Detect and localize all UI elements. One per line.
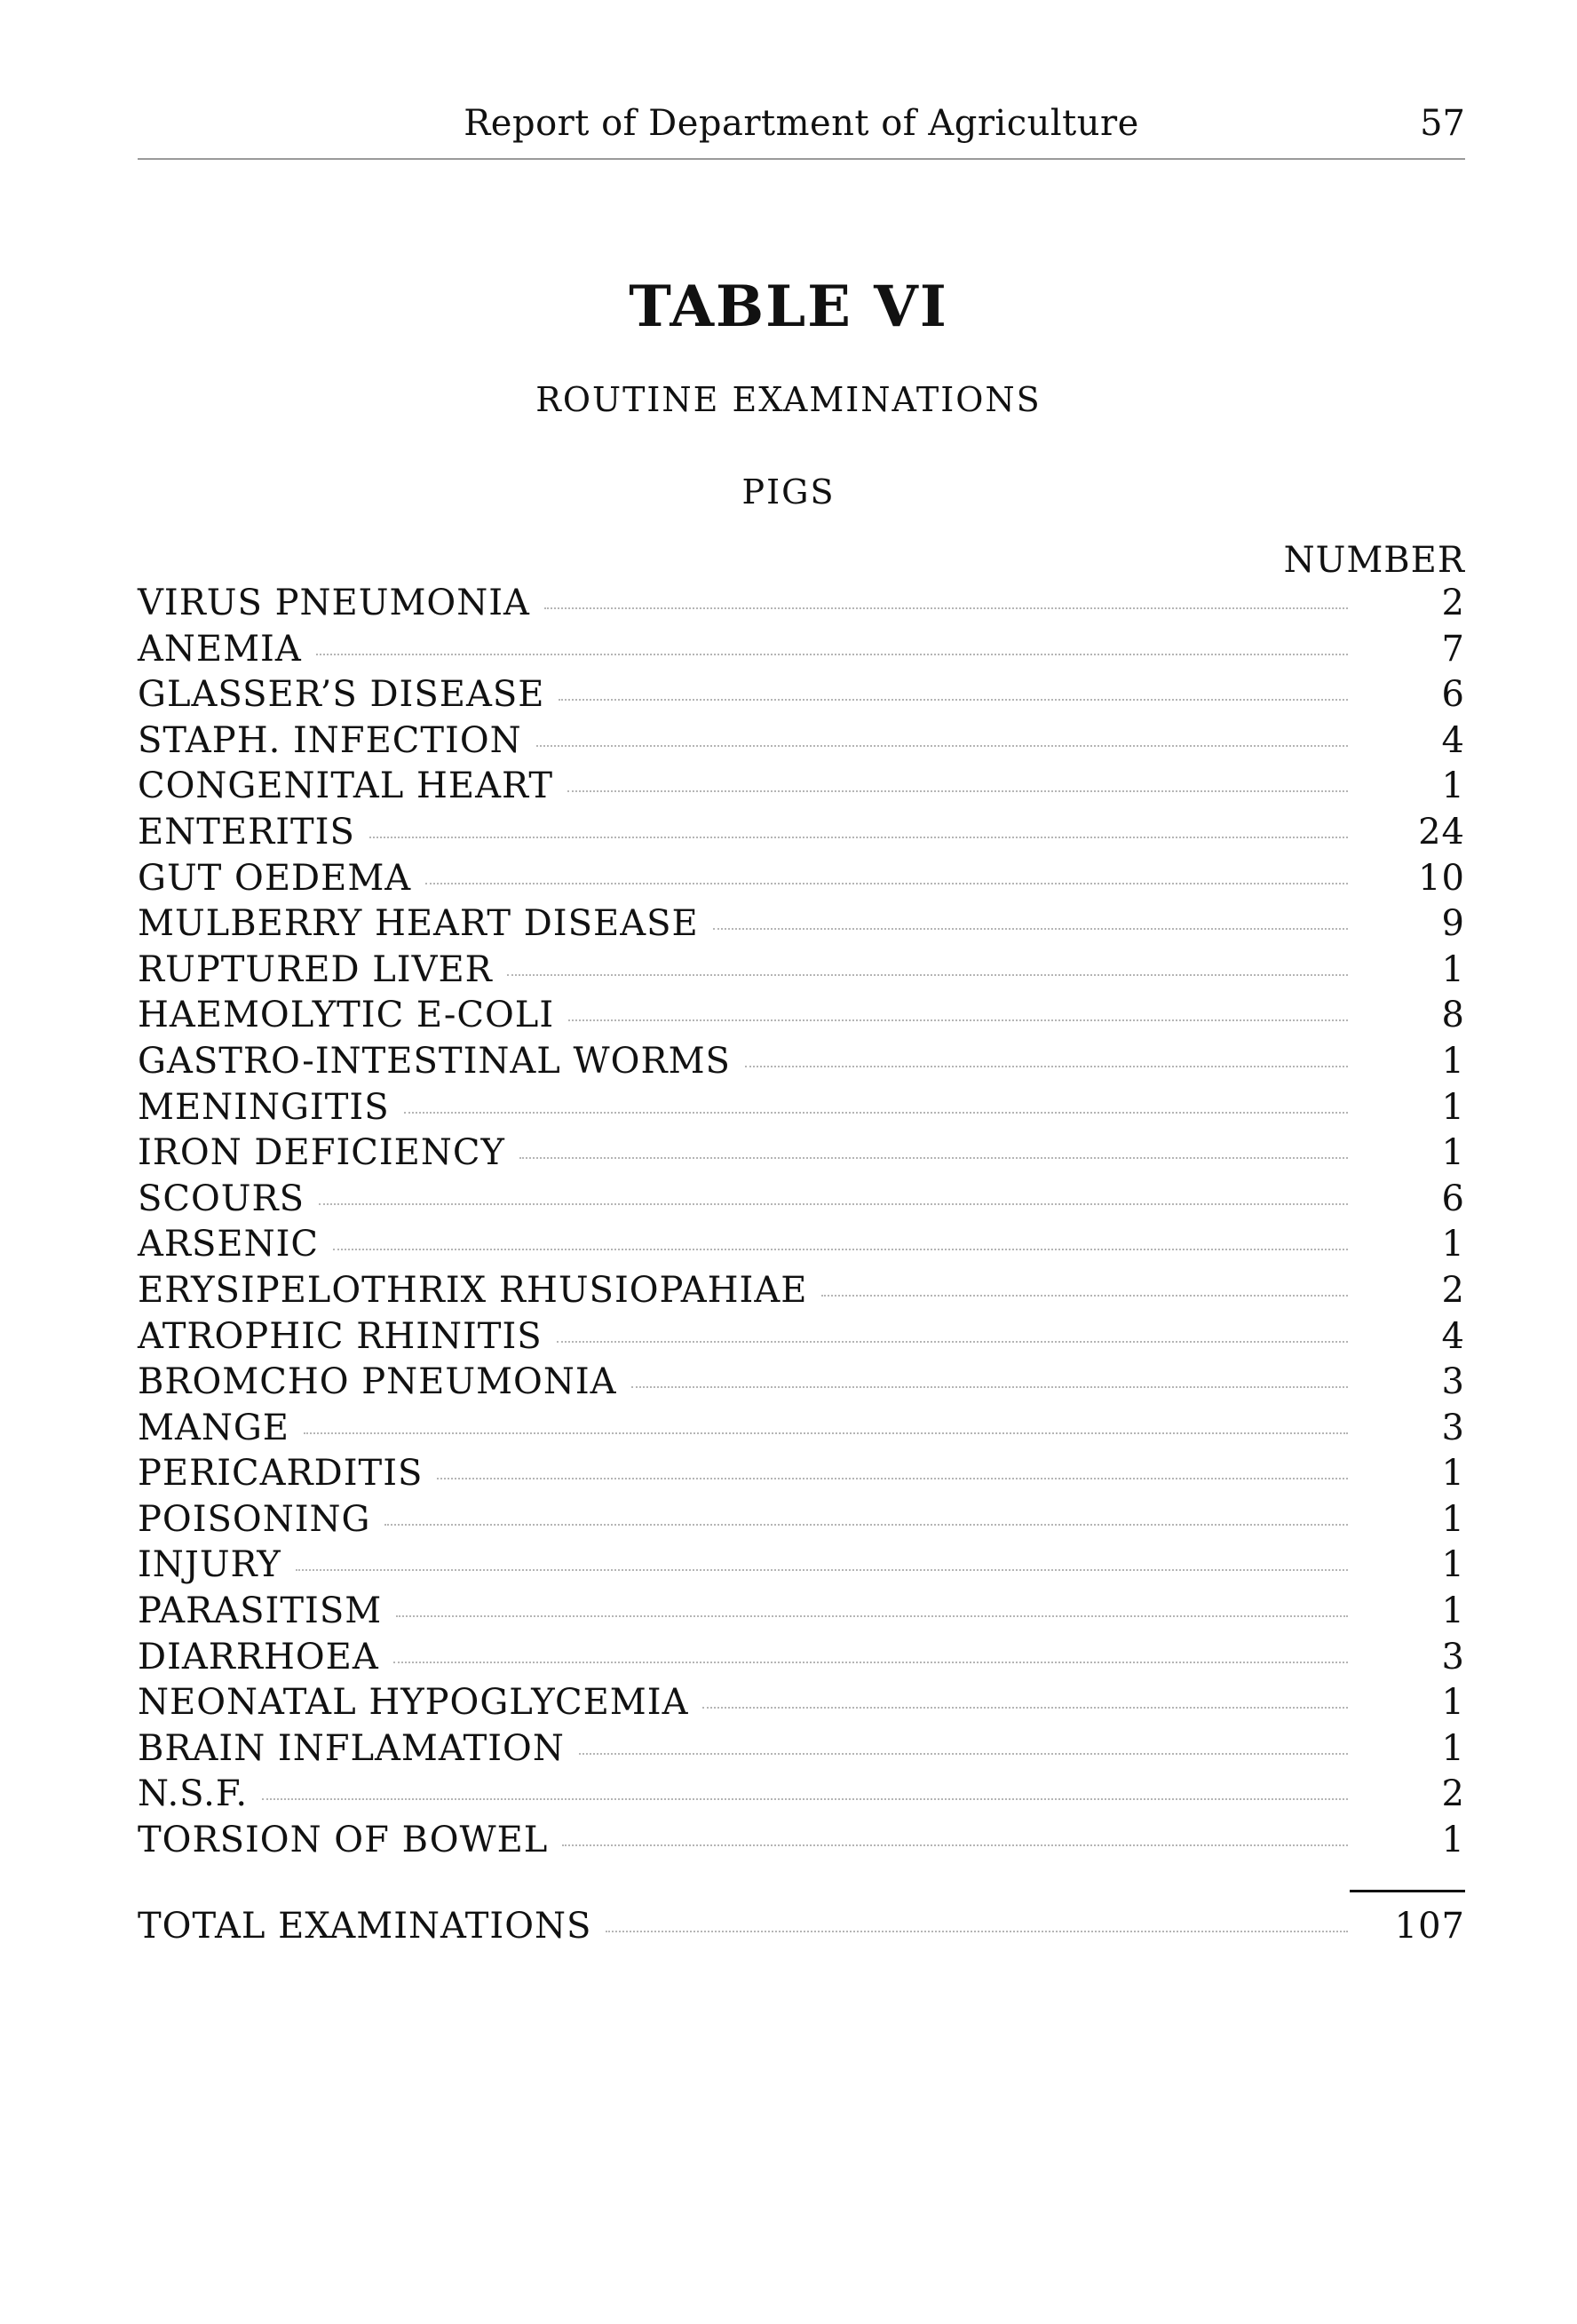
row-label: ARSENIC bbox=[138, 1224, 320, 1265]
row-label: MANGE bbox=[138, 1407, 289, 1448]
dot-leader bbox=[568, 1019, 1348, 1021]
table-row bbox=[138, 949, 1465, 995]
row-value: 2 bbox=[1441, 1773, 1465, 1815]
table-row bbox=[138, 1132, 1465, 1178]
dot-leader bbox=[384, 1524, 1348, 1526]
page-number: 57 bbox=[1420, 103, 1465, 144]
row-label: STAPH. INFECTION bbox=[138, 719, 522, 761]
row-value: 24 bbox=[1418, 811, 1465, 853]
header-rule bbox=[138, 158, 1465, 160]
row-label: PARASITISM bbox=[138, 1590, 383, 1632]
row-value: 1 bbox=[1441, 1453, 1465, 1495]
row-value: 1 bbox=[1441, 1590, 1465, 1632]
table-row bbox=[138, 674, 1465, 720]
table-row bbox=[138, 1087, 1465, 1133]
row-value: 1 bbox=[1441, 1086, 1465, 1128]
table-row bbox=[138, 1453, 1465, 1499]
dot-leader bbox=[262, 1798, 1348, 1800]
row-value: 6 bbox=[1441, 1178, 1465, 1219]
row-value: 8 bbox=[1441, 995, 1465, 1036]
dot-leader bbox=[567, 790, 1348, 792]
row-label: BROMCHO PNEUMONIA bbox=[138, 1361, 617, 1403]
dot-leader bbox=[557, 1341, 1348, 1343]
row-value: 2 bbox=[1441, 583, 1465, 623]
row-value: 1 bbox=[1441, 1132, 1465, 1174]
dot-leader bbox=[579, 1753, 1348, 1755]
row-value: 3 bbox=[1441, 1636, 1465, 1678]
table-row bbox=[138, 1637, 1465, 1683]
table-row bbox=[138, 1682, 1465, 1728]
row-label: GLASSER’S DISEASE bbox=[138, 674, 545, 716]
table-row bbox=[138, 1270, 1465, 1316]
row-value: 1 bbox=[1441, 765, 1465, 807]
table-row bbox=[138, 1408, 1465, 1454]
dot-leader bbox=[507, 974, 1348, 976]
table-row bbox=[138, 1361, 1465, 1408]
row-label: MULBERRY HEART DISEASE bbox=[138, 903, 699, 945]
table-row bbox=[138, 1590, 1465, 1637]
row-label: NEONATAL HYPOGLYCEMIA bbox=[138, 1682, 689, 1724]
row-label: GUT OEDEMA bbox=[138, 857, 412, 899]
row-label: MENINGITIS bbox=[138, 1086, 390, 1128]
row-label: INJURY bbox=[138, 1544, 281, 1586]
row-value: 4 bbox=[1441, 1315, 1465, 1357]
row-value: 1 bbox=[1441, 1498, 1465, 1540]
dot-leader bbox=[396, 1615, 1348, 1617]
row-label: ENTERITIS bbox=[138, 811, 355, 853]
row-value: 3 bbox=[1441, 1407, 1465, 1448]
table-row bbox=[138, 583, 1465, 629]
dot-leader bbox=[404, 1112, 1348, 1114]
row-label: SCOURS bbox=[138, 1178, 305, 1219]
dot-leader bbox=[562, 1844, 1348, 1846]
dot-leader bbox=[821, 1295, 1348, 1297]
dot-leader bbox=[702, 1707, 1348, 1709]
dot-leader bbox=[559, 699, 1348, 701]
dot-leader bbox=[304, 1432, 1348, 1434]
row-label: BRAIN INFLAMATION bbox=[138, 1727, 565, 1769]
table-row bbox=[138, 1728, 1465, 1774]
row-label: POISONING bbox=[138, 1498, 371, 1540]
dot-leader bbox=[745, 1066, 1348, 1067]
dot-leader bbox=[393, 1662, 1348, 1663]
table-row bbox=[138, 1499, 1465, 1545]
dot-leader bbox=[437, 1478, 1348, 1479]
row-value: 10 bbox=[1418, 857, 1465, 899]
table-row bbox=[138, 812, 1465, 858]
table-title: TABLE VI bbox=[629, 274, 948, 340]
row-label: TORSION OF BOWEL bbox=[138, 1820, 549, 1861]
row-value: 6 bbox=[1441, 674, 1465, 716]
column-header-number: NUMBER bbox=[1283, 540, 1465, 581]
dot-leader bbox=[333, 1249, 1348, 1250]
total-label: TOTAL EXAMINATIONS bbox=[138, 1906, 592, 1947]
dot-leader bbox=[606, 1931, 1348, 1932]
table-row bbox=[138, 765, 1465, 812]
row-value: 1 bbox=[1441, 1544, 1465, 1586]
row-label: HAEMOLYTIC E-COLI bbox=[138, 995, 555, 1036]
row-label: RUPTURED LIVER bbox=[138, 948, 493, 990]
dot-leader bbox=[319, 1203, 1348, 1205]
row-value: 3 bbox=[1441, 1361, 1465, 1403]
row-value: 1 bbox=[1441, 1820, 1465, 1861]
table-row bbox=[138, 858, 1465, 904]
table-row bbox=[138, 1820, 1465, 1866]
dot-leader bbox=[631, 1386, 1348, 1388]
row-label: ATROPHIC RHINITIS bbox=[138, 1315, 543, 1357]
row-value: 1 bbox=[1441, 948, 1465, 990]
row-label: VIRUS PNEUMONIA bbox=[138, 583, 530, 623]
row-label: DIARRHOEA bbox=[138, 1636, 379, 1678]
table-row bbox=[138, 995, 1465, 1041]
table-row bbox=[138, 903, 1465, 949]
table-row bbox=[138, 1041, 1465, 1087]
dot-leader bbox=[316, 654, 1348, 655]
row-value: 7 bbox=[1441, 628, 1465, 670]
row-label: CONGENITAL HEART bbox=[138, 765, 554, 807]
row-label: GASTRO-INTESTINAL WORMS bbox=[138, 1040, 731, 1082]
row-label: PERICARDITIS bbox=[138, 1453, 424, 1495]
examination-list bbox=[138, 583, 1465, 1866]
row-value: 1 bbox=[1441, 1040, 1465, 1082]
table-row bbox=[138, 1773, 1465, 1820]
row-value: 1 bbox=[1441, 1727, 1465, 1769]
row-value: 2 bbox=[1441, 1269, 1465, 1311]
dot-leader bbox=[369, 837, 1348, 838]
row-value: 1 bbox=[1441, 1224, 1465, 1265]
running-head-title: Report of Department of Agriculture bbox=[464, 103, 1139, 144]
dot-leader bbox=[536, 745, 1348, 747]
total-rule bbox=[1350, 1890, 1465, 1892]
row-label: IRON DEFICIENCY bbox=[138, 1132, 505, 1174]
row-value: 1 bbox=[1441, 1682, 1465, 1724]
table-row bbox=[138, 1316, 1465, 1362]
row-label: N.S.F. bbox=[138, 1773, 249, 1815]
table-section-heading: PIGS bbox=[741, 472, 836, 512]
table-row bbox=[138, 720, 1465, 766]
row-label: ANEMIA bbox=[138, 628, 302, 670]
table-subtitle: ROUTINE EXAMINATIONS bbox=[535, 380, 1042, 419]
total-value: 107 bbox=[1394, 1906, 1465, 1947]
dot-leader bbox=[296, 1569, 1348, 1571]
running-head bbox=[138, 96, 1465, 158]
row-value: 9 bbox=[1441, 903, 1465, 945]
total-row bbox=[138, 1906, 1465, 1947]
row-label: ERYSIPELOTHRIX RHUSIOPAHIAE bbox=[138, 1269, 808, 1311]
table-row bbox=[138, 1178, 1465, 1225]
dot-leader bbox=[425, 883, 1348, 884]
row-value: 4 bbox=[1441, 719, 1465, 761]
dot-leader bbox=[519, 1157, 1348, 1159]
table-row bbox=[138, 1224, 1465, 1270]
table-row bbox=[138, 629, 1465, 675]
dot-leader bbox=[713, 928, 1348, 930]
table-row bbox=[138, 1544, 1465, 1590]
dot-leader bbox=[544, 607, 1348, 609]
